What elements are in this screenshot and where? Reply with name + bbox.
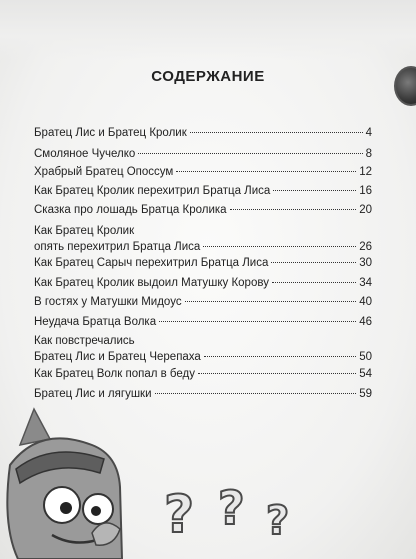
toc-entry[interactable] xyxy=(34,386,372,402)
toc-entry-title-first-line: Как Братец Кролик xyxy=(34,225,135,237)
toc-leader-dots xyxy=(176,171,356,172)
toc-entry-page: 54 xyxy=(359,368,372,380)
toc-entry-title: Братец Лис и Братец Черепаха xyxy=(34,351,201,363)
toc-entry-page: 16 xyxy=(359,185,372,197)
toc-entry[interactable] xyxy=(34,255,372,271)
toc-entry-page: 26 xyxy=(359,241,372,253)
question-marks-illustration xyxy=(160,470,310,559)
toc-entry-title: Братец Лис и лягушки xyxy=(34,388,152,400)
toc-leader-dots xyxy=(190,132,363,133)
toc-leader-dots xyxy=(198,373,356,374)
toc-entry-title: В гостях у Матушки Мидоус xyxy=(34,296,182,308)
toc-leader-dots xyxy=(273,190,356,191)
frog-character-illustration xyxy=(0,405,140,559)
toc-entry[interactable] xyxy=(34,223,372,255)
toc-entry-page: 30 xyxy=(359,257,372,269)
toc-leader-dots xyxy=(138,153,362,154)
toc-entry[interactable] xyxy=(34,314,372,330)
toc-entry[interactable] xyxy=(34,333,372,365)
toc-leader-dots xyxy=(271,262,356,263)
toc-entry[interactable] xyxy=(34,202,372,218)
toc-entry-title: Как Братец Кролик перехитрил Братца Лиса xyxy=(34,185,271,197)
toc-entry[interactable] xyxy=(34,366,372,382)
toc-leader-dots xyxy=(159,321,356,322)
toc-leader-dots xyxy=(155,393,357,394)
toc-entry[interactable] xyxy=(34,275,372,291)
question-mark-icon: ? xyxy=(266,498,290,544)
toc-entry[interactable] xyxy=(34,146,372,162)
question-mark-icon: ? xyxy=(218,481,245,535)
toc-leader-dots xyxy=(203,246,356,247)
toc-entry-title: Как Братец Волк попал в беду xyxy=(34,368,195,380)
toc-leader-dots xyxy=(230,209,357,210)
toc-entry-page: 46 xyxy=(359,316,372,328)
toc-title: СОДЕРЖАНИЕ xyxy=(151,68,265,85)
toc-entry[interactable] xyxy=(34,183,372,199)
toc-entry-page: 59 xyxy=(359,388,372,400)
toc-entry-page: 8 xyxy=(365,148,372,160)
toc-entry-title: Братец Лис и Братец Кролик xyxy=(34,127,187,139)
toc-entry-title: Сказка про лошадь Братца Кролика xyxy=(34,204,227,216)
toc-entry-title: Как Братец Кролик выдоил Матушку Корову xyxy=(34,277,269,289)
toc-entry-title: Неудача Братца Волка xyxy=(34,316,157,328)
toc-leader-dots xyxy=(204,356,356,357)
toc-entry-title-first-line: Как повстречались xyxy=(34,335,135,347)
toc-entry[interactable] xyxy=(34,125,372,141)
toc-entry[interactable] xyxy=(34,164,372,180)
toc-entry-page: 4 xyxy=(365,127,372,139)
toc-entry-title: Храбрый Братец Опоссум xyxy=(34,166,174,178)
toc-leader-dots xyxy=(185,301,357,302)
toc-entry[interactable] xyxy=(34,294,372,310)
toc-entry-page: 34 xyxy=(359,277,372,289)
toc-entry-title: Смоляное Чучелко xyxy=(34,148,136,160)
toc-entry-page: 20 xyxy=(359,204,372,216)
toc-leader-dots xyxy=(272,282,356,283)
toc-entry-title: Как Братец Сарыч перехитрил Братца Лиса xyxy=(34,257,269,269)
toc-entry-title: опять перехитрил Братца Лиса xyxy=(34,241,201,253)
toc-entry-page: 40 xyxy=(359,296,372,308)
question-mark-icon: ? xyxy=(164,485,195,545)
toc-entry-page: 50 xyxy=(359,351,372,363)
toc-entry-page: 12 xyxy=(359,166,372,178)
